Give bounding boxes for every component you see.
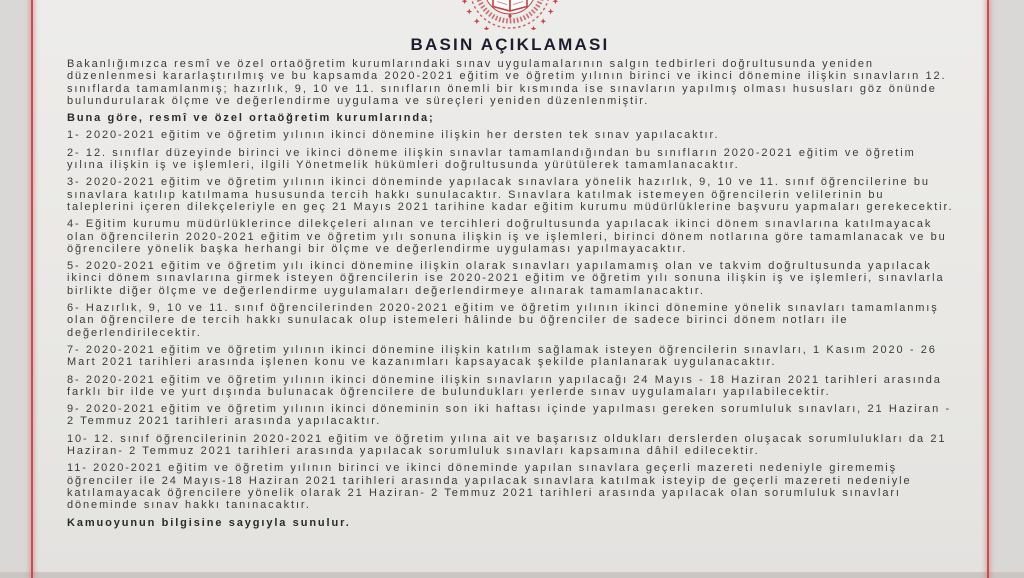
list-item: 2- 12. sınıflar düzeyinde birinci ve ikinci döneme ilişkin sınavlar tamamlandığından bu sınıfların 2020-2021 eğitim ve öğretim yılına ilişkin iş ve işlemleri, ilgili Yönetmelik hükümleri doğrultusunda yürütülerek tamamlanacaktır. [67,146,916,172]
list-item: 3- 2020-2021 eğitim ve öğretim yılının ikinci döneminde yapılacak sınavlara yönelik hazırlık, 9, 10 ve 11. sınıf öğrencilerine bu sınavlara katılıp katılmama hususunda tercih hakkı sunulacaktır. Sınavlara katılmak istemeyen öğrencilerin velilerinin bu taleplerini içeren dilekçeleriyle en geç 21 Mayıs 2021 tarihine kadar eğitim kurumu müdürlüklerine başvuru yapmaları gerekecektir. [67,176,954,213]
list-item: 11- 2020-2021 eğitim ve öğretim yılının birinci ve ikinci döneminde yapılan sınavlara geçerli mazereti nedeniyle girememiş öğrenciler ile 24 Mayıs-18 Haziran 2021 tarihleri arasında yapılacak sınavlara katılmak isteyip de geçerli mazereti nedeniyle katılamayacak öğrencilere yönelik olarak 21 Haziran- 2 Temmuz 2021 tarihleri arasında yapılacak olan sorumluluk sınavları döneminde sınav hakkı tanınacaktır. [67,462,912,512]
list-item: 10- 12. sınıf öğrencilerinin 2020-2021 eğitim ve öğretim yılına ait ve başarısız oldukları derslerden oluşacak sorumlulukları da 21 Haziran- 2 Temmuz 2021 tarihleri arasında yapılacak sorumluluk sınavları kapsamına dâhil edilecektir. [67,432,947,458]
meb-ministry-seal-icon [445,0,575,30]
closing-line: Kamuoyunun bilgisine saygıyla sunulur. [67,516,351,529]
numbered-list [67,129,956,511]
right-red-rule [987,0,989,578]
section-heading: Buna göre, resmî ve özel ortaöğretim kurumlarında; [67,112,435,125]
list-item: 4- Eğitim kurumu müdürlüklerince dilekçeleri alınan ve tercihleri doğrultusunda yapılacak ikinci dönem sınavlarına katılmayacak olan öğrencilerin 2020-2021 eğitim ve öğretim yılı sonuna ilişkin iş ve işlemleri, birinci dönem notlarına göre tamamlanacak ve bu öğrencilere yönelik başka herhangi bir ölçme ve değerlendirme uygulaması yapılmayacaktır. [67,218,947,255]
list-item: 7- 2020-2021 eğitim ve öğretim yılının ikinci dönemine ilişkin katılım sağlamak isteyen öğrencilerin sınavları, 1 Kasım 2020 - 26 Mart 2021 tarihleri arasında işlenen konu ve kazanımları kapsayacak şekilde planlanarak uygulanacaktır. [67,343,937,369]
list-item: 6- Hazırlık, 9, 10 ve 11. sınıf öğrencilerinden 2020-2021 eğitim ve öğretim yılının ikinci dönemine yönelik sınavları tamamlanmış olan öğrencilere de tercih hakkı sunulacak olup istemeleri hâlinde bu öğrenciler de sadece birinci dönem notları ile değerlendirilecektir. [67,302,939,339]
document-body [67,58,956,534]
list-item: 5- 2020-2021 eğitim ve öğretim yılı ikinci dönemine ilişkin olarak sınavları yapılamamış olan ve takvim doğrultusunda yapılacak ikinci dönem sınavlarına girmek isteyen öğrencilerin ise 2020-2021 eğitim ve öğretim yılı sonuna ilişkin iş ve işlemleri, sınavlarla birlikte diğer ölçme ve değerlendirme uygulamaları değerlendirmeye alınarak tamamlanacaktır. [67,260,945,297]
list-item: 9- 2020-2021 eğitim ve öğretim yılının ikinci döneminin son iki haftası içinde yapılması gereken sorumluluk sınavları, 21 Haziran - 2 Temmuz 2021 tarihleri arasında yapılacaktır. [67,403,952,428]
left-red-rule [31,0,33,578]
list-item: 1- 2020-2021 eğitim ve öğretim yılının ikinci dönemine ilişkin her dersten tek sınav yapılacaktır. [67,129,720,142]
bottom-edge-strip [0,572,1024,578]
page-title: BASIN AÇIKLAMASI [410,35,610,54]
list-item: 8- 2020-2021 eğitim ve öğretim yılının ikinci dönemine ilişkin sınavların yapılacağı 24 Mayıs - 18 Haziran 2021 tarihleri arasında farklı bir ilde ve yurt dışında bulunacak öğrencilere de bulundukları yerlerde sınav uygulamaları yapılabilecektir. [67,373,942,398]
intro-paragraph: Bakanlığımızca resmî ve özel ortaöğretim kurumlarındaki sınav uygulamalarının salgın tedbirleri doğrultusunda yeniden düzenlenmesi kararlaştırılmış ve bu kapsamda 2020-2021 eğitim ve öğretim yılının birinci ve ikinci dönemine ilişkin sınavların 12. sınıflarda tamamlanmış; hazırlık, 9, 10 ve 11. sınıfların önemli bir kısmında ise sınavların yapılmış olması hususları göz önünde bulundurularak ölçme ve değerlendirme uygulama ve süreçleri yeniden düzenlenmiştir. [67,58,947,107]
document-header [33,0,987,55]
